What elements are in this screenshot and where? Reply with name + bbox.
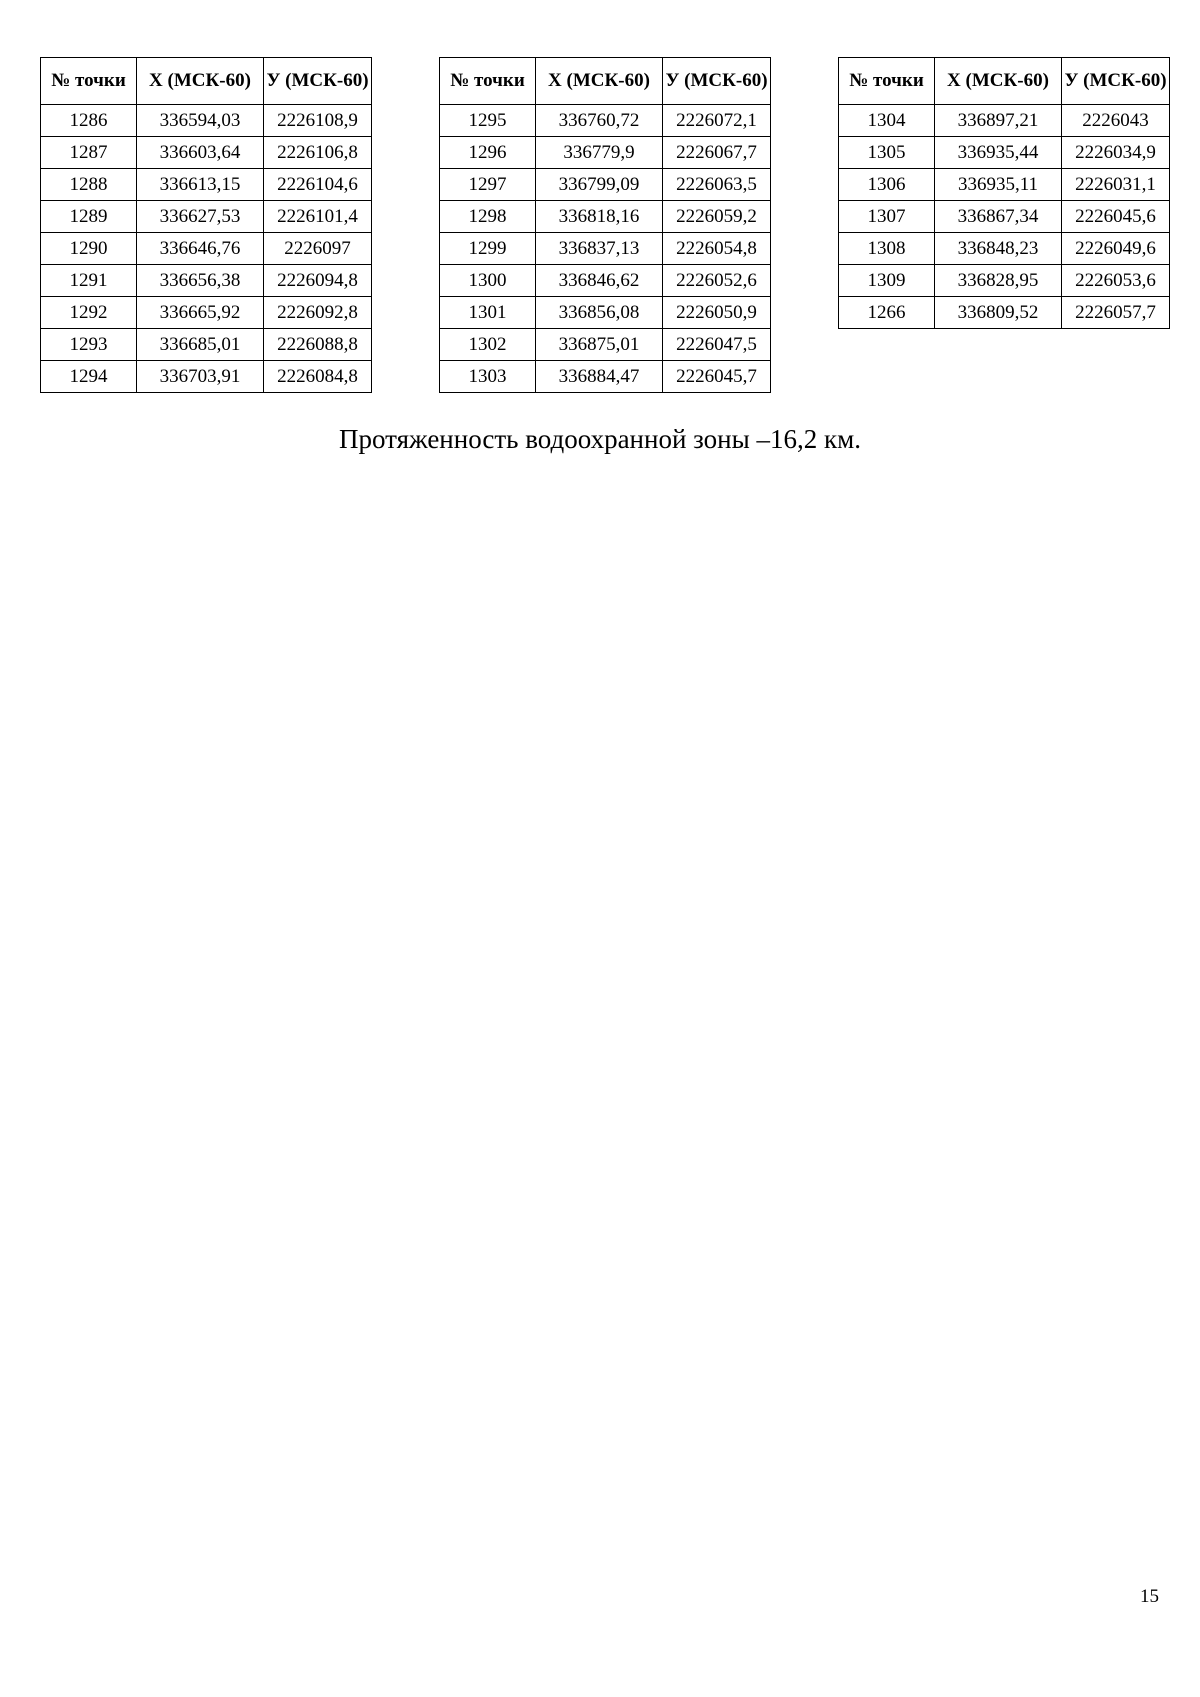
y-coordinate: 2226072,1 [663,105,771,137]
table-row [440,329,771,361]
table-row [41,137,372,169]
point-number: 1304 [839,105,935,137]
header-point-number: № точки [41,58,137,105]
y-coordinate: 2226106,8 [264,137,372,169]
header-y: У (МСК-60) [1062,58,1170,105]
table-row [440,137,771,169]
x-coordinate: 336665,92 [137,297,264,329]
table-row [41,297,372,329]
y-coordinate: 2226031,1 [1062,169,1170,201]
x-coordinate: 336935,11 [935,169,1062,201]
point-number: 1305 [839,137,935,169]
y-coordinate: 2226067,7 [663,137,771,169]
point-number: 1307 [839,201,935,233]
point-number: 1303 [440,361,536,393]
x-coordinate: 336594,03 [137,105,264,137]
table-row [41,361,372,393]
point-number: 1287 [41,137,137,169]
x-coordinate: 336856,08 [536,297,663,329]
table-row [41,169,372,201]
header-x: Х (МСК-60) [536,58,663,105]
point-number: 1288 [41,169,137,201]
y-coordinate: 2226094,8 [264,265,372,297]
table-row [839,137,1170,169]
point-number: 1300 [440,265,536,297]
table-row [839,105,1170,137]
point-number: 1295 [440,105,536,137]
y-coordinate: 2226104,6 [264,169,372,201]
x-coordinate: 336703,91 [137,361,264,393]
x-coordinate: 336627,53 [137,201,264,233]
x-coordinate: 336897,21 [935,105,1062,137]
y-coordinate: 2226034,9 [1062,137,1170,169]
x-coordinate: 336613,15 [137,169,264,201]
point-number: 1292 [41,297,137,329]
table-row [839,201,1170,233]
x-coordinate: 336935,44 [935,137,1062,169]
table-header-row [41,58,372,105]
table-row [440,297,771,329]
table-row [41,329,372,361]
point-number: 1299 [440,233,536,265]
table-row [440,265,771,297]
point-number: 1289 [41,201,137,233]
x-coordinate: 336818,16 [536,201,663,233]
x-coordinate: 336809,52 [935,297,1062,329]
y-coordinate: 2226063,5 [663,169,771,201]
header-x: Х (МСК-60) [935,58,1062,105]
y-coordinate: 2226045,6 [1062,201,1170,233]
table-row [440,233,771,265]
table-row [839,265,1170,297]
x-coordinate: 336656,38 [137,265,264,297]
x-coordinate: 336760,72 [536,105,663,137]
point-number: 1296 [440,137,536,169]
point-number: 1308 [839,233,935,265]
table-row [440,361,771,393]
y-coordinate: 2226059,2 [663,201,771,233]
x-coordinate: 336646,76 [137,233,264,265]
x-coordinate: 336867,34 [935,201,1062,233]
y-coordinate: 2226108,9 [264,105,372,137]
coordinates-table-2 [439,57,771,393]
point-number: 1294 [41,361,137,393]
x-coordinate: 336846,62 [536,265,663,297]
x-coordinate: 336875,01 [536,329,663,361]
header-point-number: № точки [839,58,935,105]
x-coordinate: 336685,01 [137,329,264,361]
table-row [440,105,771,137]
x-coordinate: 336603,64 [137,137,264,169]
table-row [440,201,771,233]
y-coordinate: 2226053,6 [1062,265,1170,297]
table-row [440,169,771,201]
point-number: 1309 [839,265,935,297]
table-row [839,233,1170,265]
table-row [41,233,372,265]
header-y: У (МСК-60) [264,58,372,105]
y-coordinate: 2226084,8 [264,361,372,393]
y-coordinate: 2226101,4 [264,201,372,233]
point-number: 1293 [41,329,137,361]
point-number: 1291 [41,265,137,297]
coordinates-table-3 [838,57,1170,329]
y-coordinate: 2226045,7 [663,361,771,393]
point-number: 1286 [41,105,137,137]
table-header-row [839,58,1170,105]
y-coordinate: 2226043 [1062,105,1170,137]
table-header-row [440,58,771,105]
table-row [839,297,1170,329]
point-number: 1301 [440,297,536,329]
point-number: 1298 [440,201,536,233]
point-number: 1302 [440,329,536,361]
point-number: 1306 [839,169,935,201]
x-coordinate: 336779,9 [536,137,663,169]
header-point-number: № точки [440,58,536,105]
y-coordinate: 2226054,8 [663,233,771,265]
table-row [41,201,372,233]
water-protection-zone-length: Протяженность водоохранной зоны –16,2 км. [339,424,861,454]
table-row [41,105,372,137]
y-coordinate: 2226092,8 [264,297,372,329]
point-number: 1266 [839,297,935,329]
y-coordinate: 2226097 [264,233,372,265]
table-row [41,265,372,297]
x-coordinate: 336837,13 [536,233,663,265]
y-coordinate: 2226057,7 [1062,297,1170,329]
point-number: 1297 [440,169,536,201]
header-y: У (МСК-60) [663,58,771,105]
coordinates-table-1 [40,57,372,393]
y-coordinate: 2226088,8 [264,329,372,361]
page-number: 15 [1140,1586,1159,1607]
x-coordinate: 336848,23 [935,233,1062,265]
x-coordinate: 336799,09 [536,169,663,201]
point-number: 1290 [41,233,137,265]
header-x: Х (МСК-60) [137,58,264,105]
y-coordinate: 2226050,9 [663,297,771,329]
y-coordinate: 2226052,6 [663,265,771,297]
y-coordinate: 2226049,6 [1062,233,1170,265]
x-coordinate: 336828,95 [935,265,1062,297]
x-coordinate: 336884,47 [536,361,663,393]
y-coordinate: 2226047,5 [663,329,771,361]
table-row [839,169,1170,201]
